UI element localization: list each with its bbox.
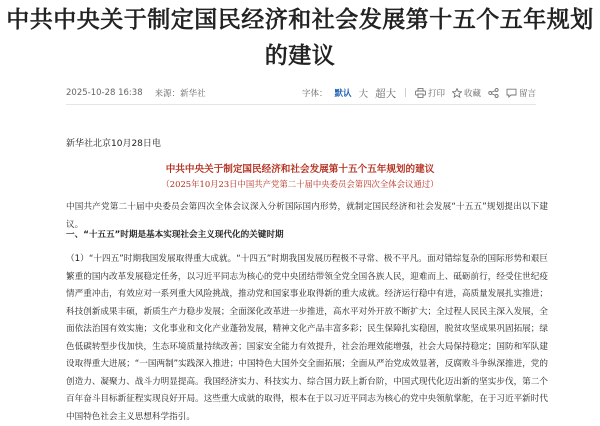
star-icon bbox=[452, 88, 462, 98]
divider-bar: | bbox=[404, 88, 407, 98]
share-button[interactable] bbox=[488, 88, 499, 98]
favorite-label: 收藏 bbox=[463, 89, 481, 99]
article-tools bbox=[302, 86, 536, 101]
font-size-xlarge[interactable]: 超大 bbox=[375, 87, 397, 100]
section-heading: 一、“十五五”时期是基本实现社会主义现代化的关键时期 bbox=[66, 230, 284, 240]
font-size-default[interactable]: 默认 bbox=[334, 89, 352, 99]
source-label: 来源：新华社 bbox=[154, 89, 206, 99]
comment-button[interactable] bbox=[506, 87, 536, 99]
printer-icon bbox=[415, 88, 426, 98]
publish-datetime: 2025-10-28 16:38 bbox=[66, 88, 143, 98]
font-size-label: 字体： bbox=[302, 89, 328, 99]
font-size-large[interactable]: 大 bbox=[358, 89, 369, 100]
document-subtitle: （2025年10月23日中国共产党第二十届中央委员会第四次全体会议通过） bbox=[161, 179, 439, 189]
dateline: 新华社北京10月28日电 bbox=[66, 139, 161, 149]
favorite-button[interactable] bbox=[452, 87, 481, 99]
comment-icon bbox=[506, 88, 517, 98]
article-title bbox=[0, 2, 600, 74]
print-label: 打印 bbox=[427, 89, 445, 99]
article-title-line2: 的建议 bbox=[264, 43, 336, 69]
intro-paragraph: 中国共产党第二十届中央委员会第四次全体会议深入分析国际国内形势，就制定国民经济和社会发展“十五五”规划提出以下建议。 bbox=[66, 202, 548, 230]
document-title: 中共中央关于制定国民经济和社会发展第十五个五年规划的建议 bbox=[165, 164, 435, 175]
article-meta-bar bbox=[66, 85, 536, 101]
print-button[interactable] bbox=[415, 87, 445, 99]
comment-label: 留言 bbox=[518, 89, 536, 99]
share-icon bbox=[488, 88, 499, 98]
meta-divider bbox=[66, 104, 536, 105]
body-paragraph: （1）“十四五”时期我国发展取得重大成就。“十四五”时期我国发展历程极不寻常、极不平凡。面对错综复杂的国际形势和艰巨繁重的国内改革发展稳定任务，以习近平同志为核心的党中央团结带领全党全国各族人民，迎难而上、砥砺前行，经受住世纪疫情严重冲击，有效应对一系列重大风险挑战，推动党和国家事业取得新的重大成就。经济运行稳中有进，高质量发展扎实推进；科技创新成果丰硕，新质生产力稳步发展；全面深化改革进一步推进，高水平对外开放不断扩大；全过程人民民主深入发展，全面依法治国有效实施；文化事业和文化产业蓬勃发展，精神文化产品丰富多彩；民生保障扎实稳固，脱贫攻坚成果巩固拓展；绿色低碳转型步伐加快，生态环境质量持续改善；国家安全能力有效提升，社会治理效能增强，社会大局保持稳定；国防和军队建设取得重大进展；“一国两制”实践深入推进；中国特色大国外交全面拓展；全面从严治党成效显著，反腐败斗争纵深推进，党的创造力、凝聚力、战斗力明显提高。我国经济实力、科技实力、综合国力跃上新台阶，中国式现代化迈出新的坚实步伐，第二个百年奋斗目标新征程实现良好开局。这些重大成就的取得，根本在于以习近平同志为核心的党中央领航掌舵，在于习近平新时代中国特色社会主义思想科学指引。 bbox=[66, 254, 548, 422]
article-title-line1: 中共中央关于制定国民经济和社会发展第十五个五年规划 bbox=[6, 7, 594, 33]
